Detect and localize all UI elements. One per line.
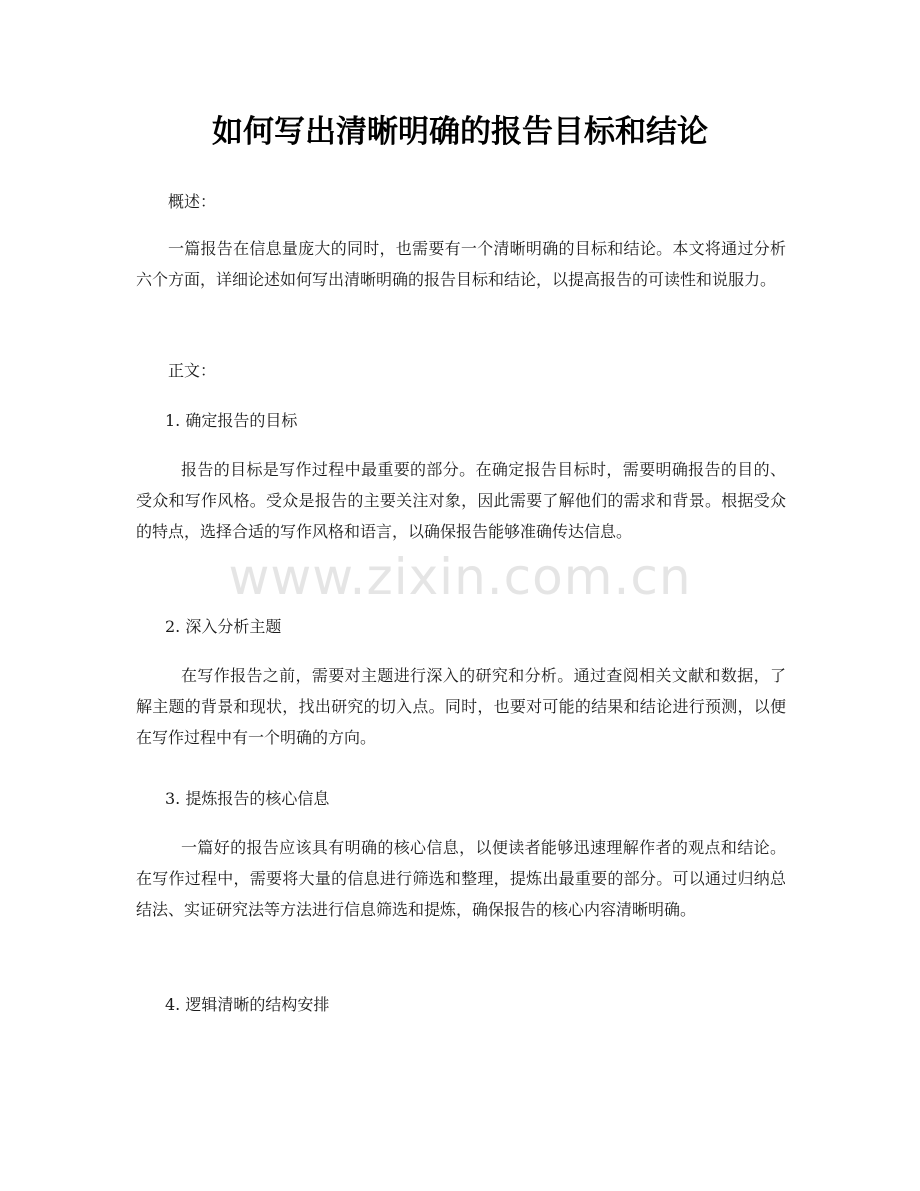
watermark: www.zixin.com.cn [228, 548, 692, 606]
section-heading-2: 2. 深入分析主题 [165, 617, 282, 636]
document-title: 如何写出清晰明确的报告目标和结论 [212, 114, 708, 150]
section-paragraph-2: 在写作报告之前，需要对主题进行深入的研究和分析。通过查阅相关文献和数据，了解主题的背景和现状，找出研究的切入点。同时，也要对可能的结果和结论进行预测，以便在写作过程中有一个明确的方向。 [136, 666, 786, 747]
section-heading-4: 4. 逻辑清晰的结构安排 [165, 995, 330, 1014]
body-label: 正文： [168, 361, 217, 380]
section-heading-3: 3. 提炼报告的核心信息 [165, 789, 330, 808]
summary-paragraph: 一篇报告在信息量庞大的同时，也需要有一个清晰明确的目标和结论。本文将通过分析六个方面，详细论述如何写出清晰明确的报告目标和结论，以提高报告的可读性和说服力。 [136, 239, 786, 289]
section-heading-1: 1. 确定报告的目标 [165, 411, 298, 430]
summary-label: 概述： [168, 192, 217, 211]
section-paragraph-3: 一篇好的报告应该具有明确的核心信息，以便读者能够迅速理解作者的观点和结论。在写作过程中，需要将大量的信息进行筛选和整理，提炼出最重要的部分。可以通过归纳总结法、实证研究法等方法进行信息筛选和提炼，确保报告的核心内容清晰明确。 [136, 838, 786, 919]
section-paragraph-1: 报告的目标是写作过程中最重要的部分。在确定报告目标时，需要明确报告的目的、受众和写作风格。受众是报告的主要关注对象，因此需要了解他们的需求和背景。根据受众的特点，选择合适的写作风格和语言，以确保报告能够准确传达信息。 [136, 460, 786, 541]
